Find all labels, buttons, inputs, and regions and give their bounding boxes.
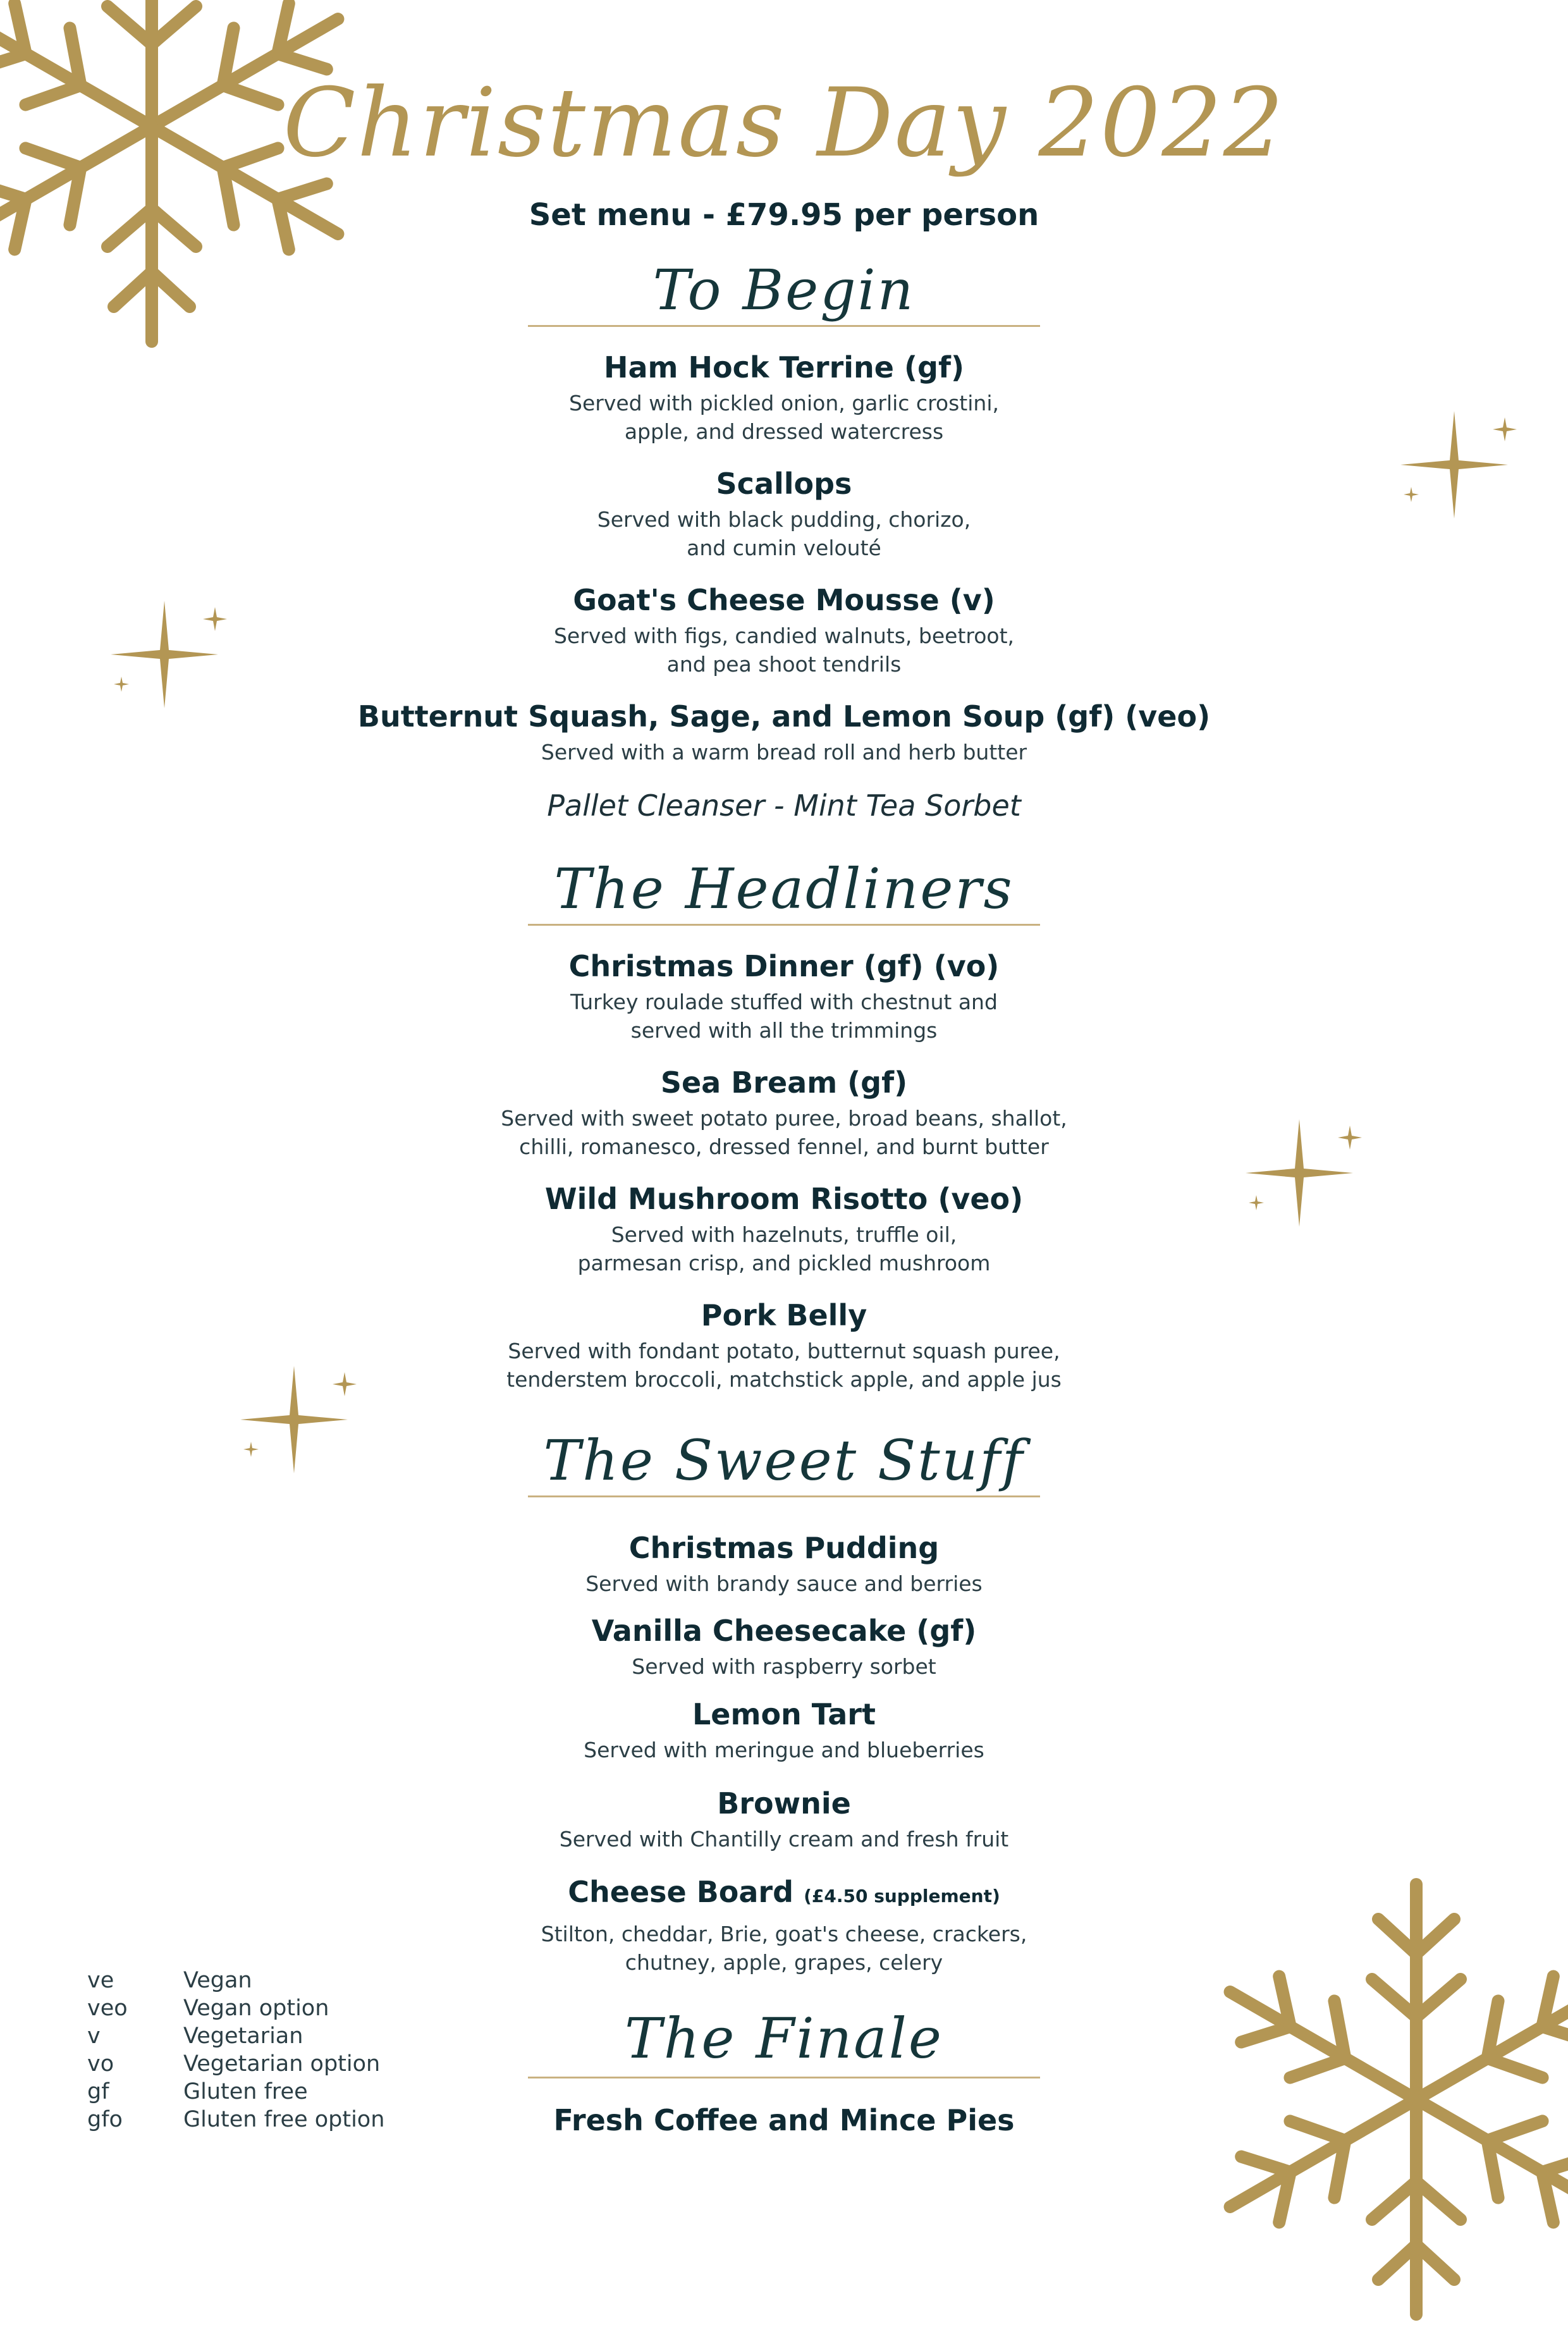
dietary-legend	[87, 1968, 384, 2135]
dish-description: Served with hazelnuts, truffle oil,	[611, 1222, 957, 1247]
dish-description: chutney, apple, grapes, celery	[625, 1950, 943, 1975]
section-heading-sweet-stuff: The Sweet Stuff	[543, 1428, 1025, 1493]
legend-code: gf	[87, 2079, 109, 2104]
dish-description: apple, and dressed watercress	[624, 419, 944, 444]
dish-description: Served with raspberry sorbet	[632, 1654, 936, 1679]
dish-description: Served with Chantilly cream and fresh fruit	[559, 1827, 1009, 1851]
legend-meaning: Gluten free option	[183, 2107, 385, 2132]
dish-name: Lemon Tart	[692, 1697, 876, 1731]
dish-description: tenderstem broccoli, matchstick apple, and apple jus	[506, 1367, 1062, 1392]
legend-row	[87, 2023, 384, 2051]
dish-description: Served with figs, candied walnuts, beetroot,	[553, 623, 1015, 648]
dish-name: Pork Belly	[701, 1298, 867, 1332]
legend-code: v	[87, 2023, 101, 2049]
supplement-note: (£4.50 supplement)	[804, 1886, 1000, 1906]
dish-description: Served with black pudding, chorizo,	[597, 507, 971, 532]
legend-meaning: Vegetarian option	[183, 2051, 381, 2077]
dish-description: Served with fondant potato, butternut squash puree,	[508, 1339, 1060, 1363]
dish-description: and cumin velouté	[687, 536, 881, 560]
dish-description: Turkey roulade stuffed with chestnut and	[570, 990, 998, 1014]
legend-row	[87, 1996, 384, 2023]
dish-description: Served with brandy sauce and berries	[585, 1571, 983, 1596]
legend-meaning: Vegan option	[183, 1996, 329, 2021]
section-divider	[528, 325, 1040, 327]
dish-name: Butternut Squash, Sage, and Lemon Soup (gf) (veo)	[357, 699, 1211, 734]
section-divider	[528, 2077, 1040, 2078]
dish-description: chilli, romanesco, dressed fennel, and burnt butter	[519, 1134, 1049, 1159]
dish-description: Served with meringue and blueberries	[584, 1738, 984, 1762]
dish-name: Christmas Pudding	[628, 1531, 940, 1565]
section-divider	[528, 924, 1040, 926]
dish-name: Wild Mushroom Risotto (veo)	[544, 1182, 1024, 1216]
dish-name: Christmas Dinner (gf) (vo)	[568, 949, 1000, 983]
dish-description: Served with a warm bread roll and herb butter	[541, 740, 1027, 764]
section-heading-finale: The Finale	[625, 2006, 943, 2071]
dish-description: Served with sweet potato puree, broad beans, shallot,	[501, 1106, 1067, 1131]
page-title: Christmas Day 2022	[283, 68, 1285, 178]
dish-description: served with all the trimmings	[630, 1018, 938, 1043]
legend-row	[87, 2051, 384, 2079]
dish-name: Sea Bream (gf)	[660, 1065, 908, 1100]
legend-code: gfo	[87, 2107, 123, 2132]
legend-code: veo	[87, 1996, 128, 2021]
dish-description: Stilton, cheddar, Brie, goat's cheese, crackers,	[541, 1922, 1027, 1946]
dish-description: and pea shoot tendrils	[666, 652, 902, 677]
dish-name: Ham Hock Terrine (gf)	[603, 350, 964, 384]
legend-meaning: Vegan	[183, 1968, 252, 1993]
legend-row	[87, 2079, 384, 2107]
legend-meaning: Gluten free	[183, 2079, 308, 2104]
dish-name: Fresh Coffee and Mince Pies	[553, 2103, 1015, 2137]
palate-cleanser: Pallet Cleanser - Mint Tea Sorbet	[547, 789, 1021, 823]
dish-name: Goat's Cheese Mousse (v)	[573, 583, 995, 617]
dish-description: parmesan crisp, and pickled mushroom	[577, 1251, 991, 1275]
dish-name: Brownie	[717, 1786, 851, 1820]
legend-code: vo	[87, 2051, 114, 2077]
section-heading-to-begin: To Begin	[652, 257, 916, 322]
dish-name: Scallops	[716, 467, 852, 501]
dish-name: Vanilla Cheesecake (gf)	[591, 1614, 977, 1648]
section-divider	[528, 1495, 1040, 1497]
legend-row	[87, 1968, 384, 1996]
price-subtitle: Set menu - £79.95 per person	[529, 197, 1039, 233]
legend-code: ve	[87, 1968, 114, 1993]
dish-name-text: Cheese Board	[568, 1875, 794, 1909]
section-heading-headliners: The Headliners	[554, 856, 1014, 921]
legend-meaning: Vegetarian	[183, 2023, 303, 2049]
legend-row	[87, 2107, 384, 2135]
dish-description: Served with pickled onion, garlic crostini,	[569, 391, 999, 415]
dish-name-cheese-board	[0, 1875, 1568, 1909]
